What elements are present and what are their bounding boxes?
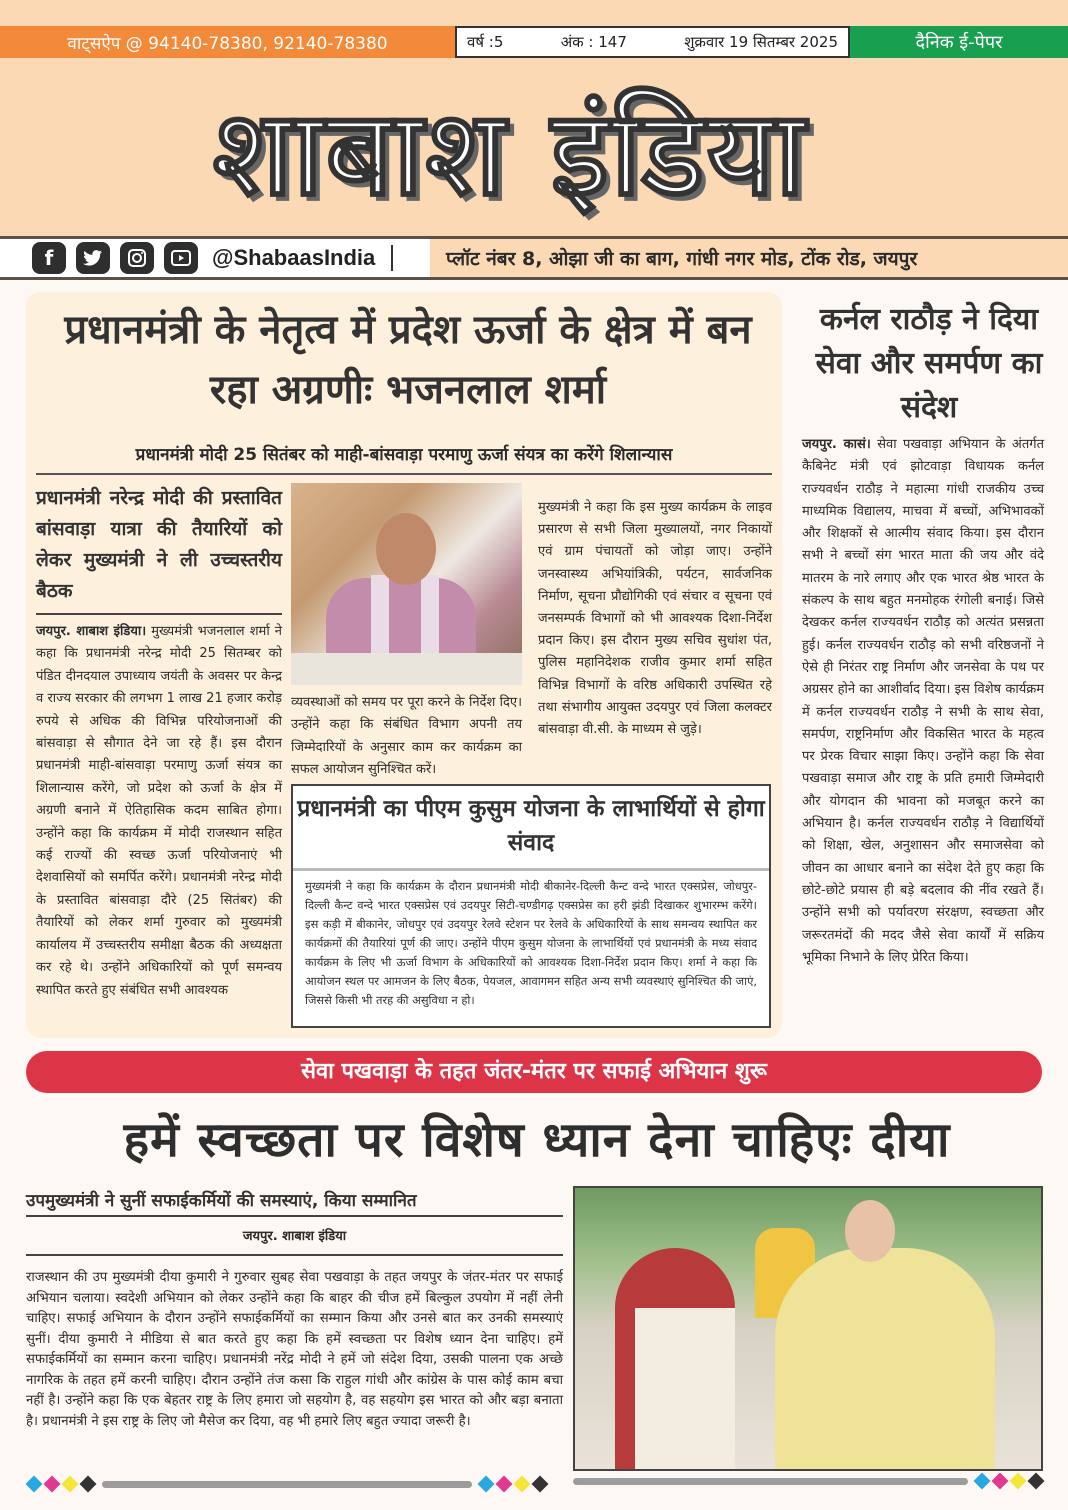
issue-number: अंक : 147 bbox=[560, 33, 627, 51]
dateline: जयपुर. कासं। bbox=[802, 437, 871, 452]
registration-mark-magenta bbox=[992, 1473, 1009, 1490]
registration-mark-yellow bbox=[62, 1476, 79, 1493]
divider bbox=[391, 245, 393, 271]
second-headline: हमें स्वच्छता पर विशेष ध्यान देना चाहिएः दीया bbox=[123, 1112, 951, 1168]
registration-mark-magenta bbox=[44, 1476, 61, 1493]
second-body: राजस्थान की उप मुख्यमंत्री दीया कुमारी ने गुरुवार सुबह सेवा पखवाड़ा के तहत जयपुर के जंतर-मंतर पर सफाई अभियान चलाया। स्वदेशी अभियान को लेकर उन्होंने कहा कि बाहर की चीज हमें बिल्कुल उपयोग में नहीं लेनी चाहिए। सफाई अभियान के दौरान उन्होंने सफाईकर्मियों का सम्मान किया और उनसे बात कर उनकी समस्याएं सुनीं। दीया कुमारी ने मीडिया से बात करते हुए कहा कि हमें स्वच्छता पर विशेष ध्यान देना चाहिए। हमें सफाईकर्मियों का सम्मान करना चाहिए। प्रधानमंत्री नरेंद्र मोदी ने हमें जो संदेश दिया, उसकी पालना एक अच्छे नागरिक के तहत हमें करनी चाहिए। दौरान उन्होंने तंज कसा कि राहुल गांधी और कांग्रेस के पास कोई काम बचा नहीं है। उन्होंने कहा कि एक बेहतर राष्ट्र के लिए हमारा जो सहयोग है, वह सहयोग इस भारत को और बड़ा बनाता है। प्रधानमंत्री ने इस राष्ट्र के लिए जो मैसेज कर दिया, वह भी हमारे लिए बहुत ज्यादा जरूरी है। bbox=[26, 1270, 563, 1429]
instagram-icon[interactable] bbox=[120, 242, 154, 274]
column-headline: प्रधानमंत्री नरेन्द्र मोदी की प्रस्तावित बांसवाड़ा यात्रा की तैयारियों को लेकर मुख्यमंत्री ने ली उच्चस्तरीय बैठक bbox=[36, 483, 282, 615]
second-subhead: उपमुख्यमंत्री ने सुनीं सफाईकर्मियों की समस्याएं, किया सम्मानित bbox=[26, 1188, 563, 1217]
top-info-bar bbox=[0, 26, 1068, 58]
dateline: जयपुर. शाबाश इंडिया। bbox=[36, 624, 147, 639]
kusum-headline: प्रधानमंत्री का पीएम कुसुम योजना के लाभार्थियों से होगा संवाद bbox=[293, 786, 769, 871]
diya-kumari-photo bbox=[573, 1186, 1043, 1471]
newspaper-logo: शाबाश इंडिया bbox=[212, 84, 808, 222]
issue-date: शुक्रवार 19 सितम्बर 2025 bbox=[684, 33, 838, 51]
registration-mark-magenta bbox=[496, 1476, 513, 1493]
side-body: सेवा पखवाड़ा अभियान के अंतर्गत कैबिनेट मंत्री एवं झोटवाड़ा विधायक कर्नल राज्यवर्धन राठौड़ ने महात्मा गांधी राजकीय उच्च माध्यमिक विद्यालय, माचवा में बच्चों, अभिभावकों और शिक्षकों से आत्मीय संवाद किया। इस दौरान सभी ने बच्चों संग भारत माता की जय और वंदे मातरम के नारे लगाए और एक भारत श्रेष्ठ भारत के संकल्प के साथ बहुत मनमोहक रंगोली बनाई। जिसे देखकर कर्नल राज्यवर्धन राठौड़ को अत्यंत प्रसन्नता हुई। कर्नल राज्यवर्धन राठौड़ को सभी वरिष्ठजनों ने ऐसे ही निरंतर राष्ट्र निर्माण और जनसेवा के पथ पर अग्रसर होने का आशीर्वाद दिया। इस विशेष कार्यक्रम में कर्नल राज्यवर्धन राठौड़ ने सभी के साथ सेवा, समर्पण, राष्ट्रनिर्माण और विकसित भारत के महत्व पर प्रेरक विचार साझा किए। उन्होंने कहा कि सेवा पखवाड़ा समाज और राष्ट्र के प्रति हमारी जिम्मेदारी और योगदान की भावना को मजबूत करने का अभियान है। कर्नल राज्यवर्धन राठौड़ ने विद्यार्थियों को शिक्षा, खेल, अनुशासन और समाजसेवा को जीवन का आधार बनाने का संदेश देते हुए कहा कि छोटे-छोटे प्रयास ही बड़े बदलाव की नींव रखते हैं। उन्होंने सभी को पर्यावरण संरक्षण, स्वच्छता और जरूरतमंदों की मदद जैसे सेवा कार्यों में सक्रिय भूमिका निभाने के लिए प्रेरित किया। bbox=[802, 437, 1044, 965]
whatsapp-contact: वाट्सऐप @ 94140-78380, 92140-78380 bbox=[0, 26, 455, 58]
registration-bar bbox=[102, 1481, 472, 1488]
edition-label: दैनिक ई-पेपर bbox=[850, 26, 1068, 58]
kusum-story-box bbox=[291, 784, 771, 1028]
twitter-icon[interactable] bbox=[76, 242, 110, 274]
registration-mark-yellow bbox=[1010, 1473, 1027, 1490]
lead-column-3: मुख्यमंत्री ने कहा कि इस मुख्य कार्यक्रम के लाइव प्रसारण से सभी जिला मुख्यालयों, नगर निकायों एवं ग्राम पंचायतों को जोड़ा जाए। उन्होंने जनस्वास्थ्य अभियांत्रिकी, पर्यटन, सार्वजनिक निर्माण, सूचना प्रौद्योगिकी एवं संचार व सूचना एवं जनसम्पर्क विभागों को भी आवश्यक दिशा-निर्देश प्रदान किए। इस दौरान मुख्य सचिव सुधांश पंत, पुलिस महानिदेशक राजीव कुमार शर्मा सहित विभिन्न विभागों के वरिष्ठ अधिकारी उपस्थित रहे तथा संभागीय आयुक्त उदयपुर एवं जिला कलक्टर बांसवाड़ा वी.सी. के माध्यम से जुड़े। bbox=[538, 500, 772, 738]
column-text: मुख्यमंत्री भजनलाल शर्मा ने कहा कि प्रधानमंत्री नरेन्द्र मोदी 25 सितम्बर को पंडित दीनदयाल उपाध्याय जयंती के अवसर पर केन्द्र व राज्य सरकार की लगभग 1 लाख 21 हजार करोड़ रुपये से अधिक की विभिन्न परियोजनाओं की बांसवाड़ा से सौगात देने जा रहे हैं। इस दौरान प्रधानमंत्री माही-बांसवाड़ा परमाणु ऊर्जा संयत्र का शिलान्यास करेंगे, जो प्रदेश को ऊर्जा के क्षेत्र में अग्रणी बनाने में ऐतिहासिक कदम साबित होगा। उन्होंने कहा कि कार्यक्रम में मोदी राजस्थान सहित कई राज्यों की स्वच्छ ऊर्जा परियोजनाएं भी देशवासियों को समर्पित करेंगे। प्रधानमंत्री नरेन्द्र मोदी के प्रस्तावित बांसवाड़ा दौरे (25 सितंबर) की तैयारियों को लेकर शर्मा गुरुवार को मुख्यमंत्री कार्यालय में उच्चस्तरीय समीक्षा बैठक की अध्यक्षता कर रहे थे। उन्होंने अधिकारियों को पूर्ण समन्वय स्थापित करते हुए संबंधित सभी आवश्यक bbox=[36, 624, 282, 998]
social-links bbox=[0, 239, 430, 277]
side-story-text bbox=[802, 434, 1044, 969]
registration-mark-black bbox=[1028, 1473, 1045, 1490]
kusum-text: मुख्यमंत्री ने कहा कि कार्यक्रम के दौरान प्रधानमंत्री मोदी बीकानेर-दिल्ली कैन्ट वन्दे भारत एक्सप्रेस, जोधपुर-दिल्ली कैन्ट वन्दे भारत एक्सप्रेस एवं उदयपुर सिटी-चण्डीगढ़ एक्सप्रेस का हरी झंडी दिखाकर शुभारम्भ करेंगे। इस कड़ी में बीकानेर, जोधपुर एवं उदयपुर रेलवे स्टेशन पर रेलवे के अधिकारियों के साथ समन्वय स्थापित कर कार्यक्रमों की तैयारियां पूर्ण की जाए। उन्होंने पीएम कुसुम योजना के लाभार्थियों एवं प्रधानमंत्री के मध्य संवाद कार्यक्रम के लिए भी ऊर्जा विभाग के अधिकारियों को आवश्यक दिशा-निर्देश प्रदान किए। शर्मा ने कहा कि आयोजन स्थल पर आमजन के लिए बैठक, पेयजल, आवागमन सहित अन्य सभी व्यवस्थाएं सुनिश्चित की जाएं, जिससे किसी भी तरह की असुविधा न हो। bbox=[305, 879, 757, 1007]
registration-mark-cyan bbox=[974, 1473, 991, 1490]
registration-mark-cyan bbox=[26, 1476, 43, 1493]
registration-mark-yellow bbox=[514, 1476, 531, 1493]
social-bar bbox=[0, 236, 1068, 280]
youtube-icon[interactable] bbox=[164, 242, 198, 274]
issue-info bbox=[455, 26, 850, 58]
year-label: वर्ष :5 bbox=[467, 33, 504, 51]
section-banner: सेवा पखवाड़ा के तहत जंतर-मंतर पर सफाई अभियान शुरू bbox=[26, 1051, 1042, 1093]
lead-column-1 bbox=[36, 483, 282, 1002]
registration-mark-black bbox=[532, 1476, 549, 1493]
registration-mark-cyan bbox=[478, 1476, 495, 1493]
lead-headline: प्रधानमंत्री के नेतृत्व में प्रदेश ऊर्जा के क्षेत्र में बन रहा अग्रणीः भजनलाल शर्मा bbox=[64, 307, 752, 413]
lead-subhead: प्रधानमंत्री मोदी 25 सितंबर को माही-बांसवाड़ा परमाणु ऊर्जा संयत्र का करेंगे शिलान्यास bbox=[36, 442, 772, 475]
office-address: प्लॉट नंबर 8, ओझा जी का बाग, गांधी नगर मोड, टोंक रोड, जयपुर bbox=[430, 239, 1068, 277]
facebook-icon[interactable]: f bbox=[32, 242, 66, 274]
lead-column-2: व्यवस्थाओं को समय पर पूरा करने के निर्देश दिए। उन्होंने कहा कि संबंधित विभाग अपनी तय जिम्मेदारियों के अनुसार काम कर कार्यक्रम का सफल आयोजन सुनिश्चित करें। bbox=[291, 695, 522, 778]
cm-meeting-photo bbox=[291, 483, 522, 685]
side-headline: कर्नल राठौड़ ने दिया सेवा और समर्पण का संदेश bbox=[815, 302, 1043, 425]
registration-mark-black bbox=[80, 1476, 97, 1493]
second-byline: जयपुर. शाबाश इंडिया bbox=[26, 1226, 563, 1256]
registration-bar bbox=[573, 1478, 968, 1485]
social-handle[interactable]: @ShabaasIndia bbox=[212, 245, 376, 270]
